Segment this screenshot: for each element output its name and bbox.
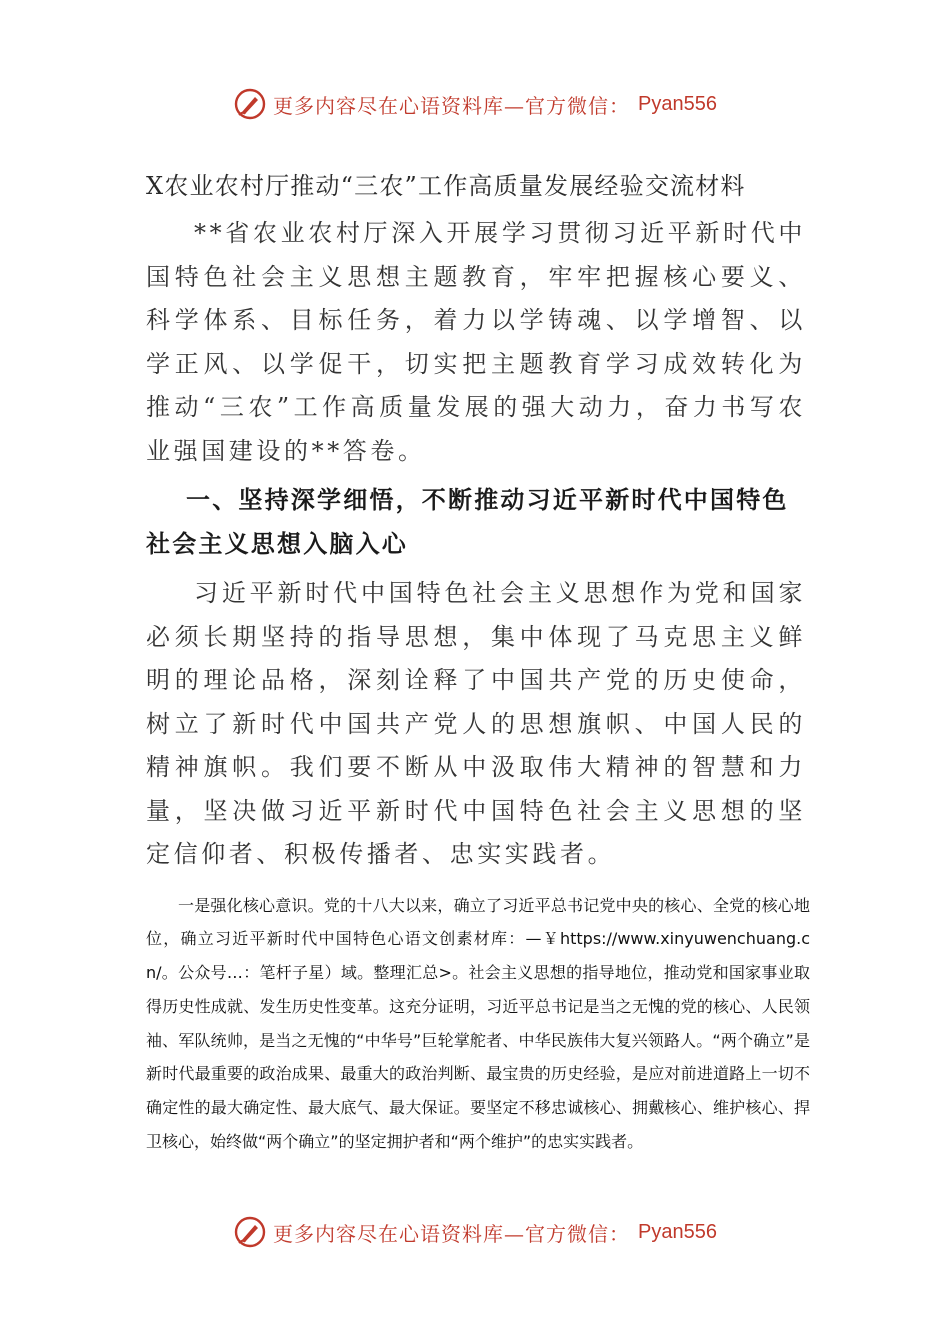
watermark-wechat-id: Pyan556: [638, 92, 717, 115]
document-body: [146, 160, 810, 1159]
section-1-subpoint-1: 一是强化核心意识。党的十八大以来，确立了习近平总书记党中央的核心、全党的核心地位，确立习近平新时代中国特色心语文创素材库：—￥https://www.xinyuwenchuang.cn/。公众号…：笔杆子星）域。整理汇总>。社会主义思想的指导地位，推动党和国家事业取得历史性成就、发生历史性变革。这充分证明，习近平总书记是当之无愧的党的核心、人民领袖、军队统帅，是当之无愧的“中华号”巨轮掌舵者、中华民族伟大复兴领路人。“两个确立”是新时代最重要的政治成果、最重大的政治判断、最宝贵的历史经验，是应对前进道路上一切不确定性的最大确定性、最大底气、最大保证。要坚定不移忠诚核心、拥戴核心、维护核心、捍卫核心，始终做“两个确立”的坚定拥护者和“两个维护”的忠实实践者。: [146, 895, 810, 1152]
watermark-footer: [0, 1212, 950, 1252]
watermark-text: 更多内容尽在心语资料库—官方微信：: [273, 1221, 631, 1246]
watermark-wechat-id: Pyan556: [638, 1220, 717, 1243]
section-1-heading: 一、坚持深学细悟，不断推动习近平新时代中国特色社会主义思想入脑入心: [146, 486, 789, 558]
watermark-header: [0, 84, 950, 124]
watermark-text: 更多内容尽在心语资料库—官方微信：: [273, 93, 631, 118]
intro-paragraph: **省农业农村厅深入开展学习贯彻习近平新时代中国特色社会主义思想主题教育，牢牢把握核心要义、科学体系、目标任务，着力以学铸魂、以学增智、以学正风、以学促干，切实把主题教育学习成效转化为推动“三农”工作高质量发展的强大动力，奋力书写农业强国建设的**答卷。: [146, 219, 806, 465]
document-title: X农业农村厅推动“三农”工作高质量发展经验交流材料: [146, 172, 746, 200]
pen-circle-logo-icon: [233, 1215, 267, 1249]
pen-circle-logo-icon: [233, 87, 267, 121]
section-1-paragraph: 习近平新时代中国特色社会主义思想作为党和国家必须长期坚持的指导思想，集中体现了马克思主义鲜明的理论品格，深刻诠释了中国共产党的历史使命，树立了新时代中国共产党人的思想旗帜、中国人民的精神旗帜。我们要不断从中汲取伟大精神的智慧和力量，坚决做习近平新时代中国特色社会主义思想的坚定信仰者、积极传播者、忠实实践者。: [146, 579, 806, 868]
